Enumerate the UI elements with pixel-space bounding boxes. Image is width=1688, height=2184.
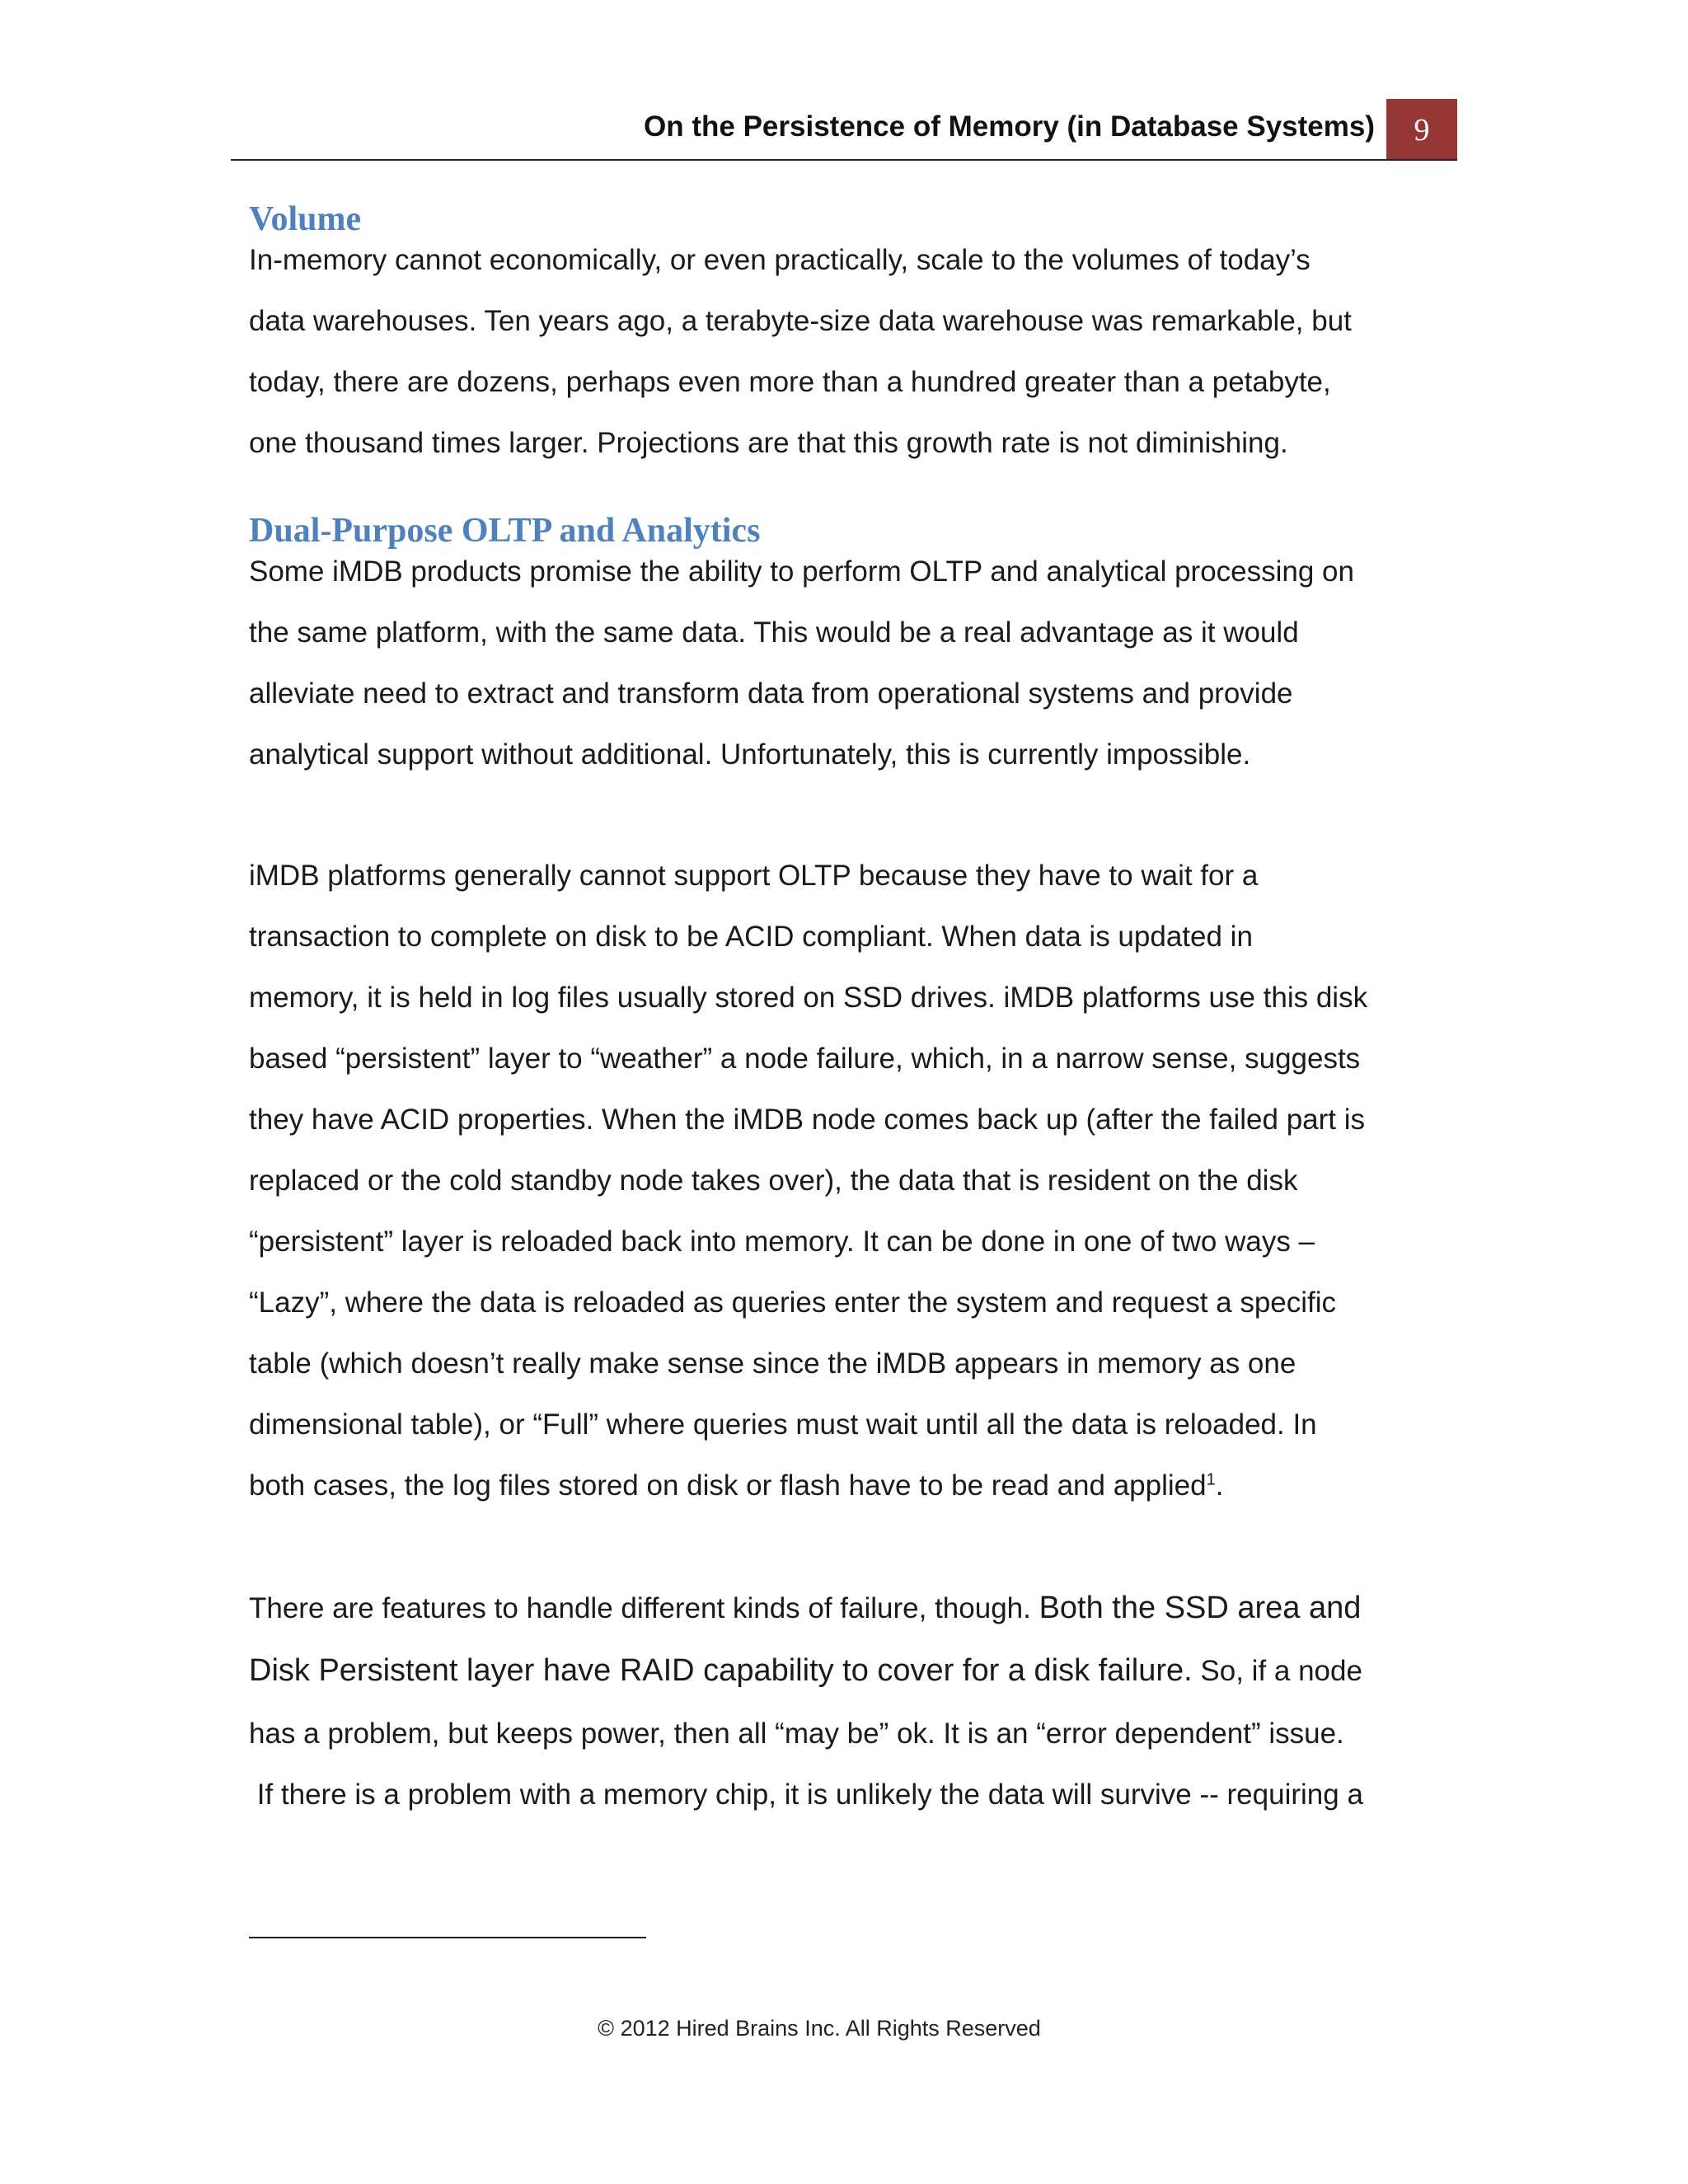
body-line: alleviate need to extract and transform data from operational systems and provide (249, 677, 1293, 710)
header-rule (231, 159, 1457, 161)
body-line: If there is a problem with a memory chip, it is unlikely the data will survive -- requiring a (249, 1779, 1363, 1811)
copyright-notice: © 2012 Hired Brains Inc. All Rights Reserved (598, 2016, 1041, 2041)
page-footer (0, 2016, 1688, 2041)
body-line: memory, it is held in log files usually stored on SSD drives. iMDB platforms use this disk (249, 982, 1368, 1014)
body-line-text: So, if a node (1192, 1655, 1362, 1687)
body-line: “Lazy”, where the data is reloaded as queries enter the system and request a specific (249, 1286, 1337, 1319)
body-line: replaced or the cold standby node takes over), the data that is resident on the disk (249, 1165, 1298, 1197)
body-line: the same platform, with the same data. This would be a real advantage as it would (249, 616, 1299, 649)
body-line: they have ACID properties. When the iMDB node comes back up (after the failed part is (249, 1104, 1366, 1136)
body-line: transaction to complete on disk to be ACID compliant. When data is updated in (249, 921, 1253, 953)
body-line: “persistent” layer is reloaded back into memory. It can be done in one of two ways – (249, 1226, 1315, 1258)
body-line-text: both cases, the log files stored on disk or flash have to be read and applied (249, 1469, 1207, 1502)
body-line-text: There are features to handle different kinds of failure, though. (249, 1592, 1039, 1624)
body-line: iMDB platforms generally cannot support OLTP because they have to wait for a (249, 860, 1259, 892)
body-line (249, 1591, 1361, 1626)
body-line-end: . (1215, 1469, 1224, 1502)
page-header (231, 99, 1457, 161)
body-line-last (249, 1469, 1223, 1502)
page-number: 9 (1386, 99, 1457, 161)
body-line: dimensional table), or “Full” where queries must wait until all the data is reloaded. In (249, 1408, 1317, 1441)
body-line: Some iMDB products promise the ability to perform OLTP and analytical processing on (249, 555, 1354, 588)
body-line: today, there are dozens, perhaps even more than a hundred greater than a petabyte, (249, 366, 1331, 398)
body-line: analytical support without additional. Unfortunately, this is currently impossible. (249, 738, 1251, 771)
body-line: based “persistent” layer to “weather” a node failure, which, in a narrow sense, suggests (249, 1043, 1361, 1075)
body-line: table (which doesn’t really make sense since the iMDB appears in memory as one (249, 1347, 1296, 1380)
body-line (249, 1653, 1362, 1689)
footnote-marker[interactable]: 1 (1206, 1470, 1216, 1489)
section-heading-volume: Volume (249, 200, 362, 238)
footnote-separator (249, 1937, 646, 1938)
section-heading-dual-purpose: Dual-Purpose OLTP and Analytics (249, 512, 761, 550)
body-line-text-large: Both the SSD area and (1039, 1591, 1362, 1625)
body-line: In-memory cannot economically, or even practically, scale to the volumes of today’s (249, 244, 1311, 276)
body-line: has a problem, but keeps power, then all “may be” ok. It is an “error dependent” issue. (249, 1718, 1344, 1750)
body-line-text-large: Disk Persistent layer have RAID capability to cover for a disk failure. (249, 1653, 1193, 1688)
body-line: data warehouses. Ten years ago, a terabyte-size data warehouse was remarkable, but (249, 305, 1352, 337)
body-line: one thousand times larger. Projections are that this growth rate is not diminishing. (249, 427, 1288, 459)
running-title: On the Persistence of Memory (in Database Systems) (644, 110, 1375, 143)
